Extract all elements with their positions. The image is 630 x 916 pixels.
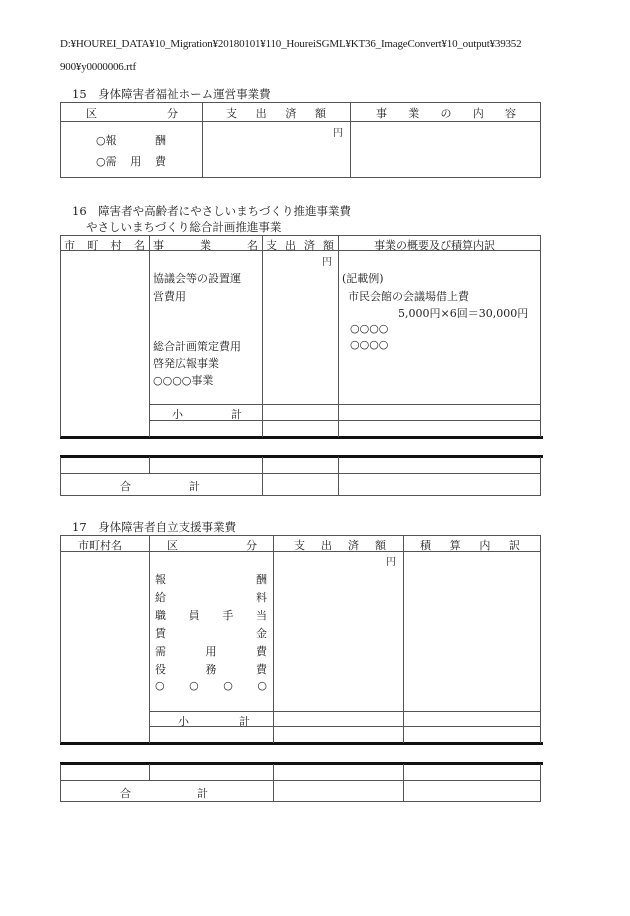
section-17-title: 17 身体障害者自立支援事業費 xyxy=(72,520,237,534)
file-path-line1: D:¥HOUREI_DATA¥10_Migration¥20180101¥110_HoureiSGML¥KT36_ImageConvert¥10_output¥39352 xyxy=(60,38,522,50)
header-municipality: 市 町 村 名 xyxy=(64,239,145,252)
example-line: ○○○○ xyxy=(350,322,389,335)
project-item: 啓発広報事業 xyxy=(153,357,219,370)
section-16-subtitle: やさしいまちづくり総合計画推進事業 xyxy=(86,220,282,234)
item-row: ○ ○ ○ ○ xyxy=(155,679,267,692)
header-project: 事 業 名 xyxy=(153,239,258,252)
item-row: 職 員 手 当 xyxy=(155,609,267,622)
example-line: ○○○○ xyxy=(350,338,389,351)
item-row: 賃 金 xyxy=(155,627,267,640)
project-item: 営費用 xyxy=(153,290,186,303)
header-calculation: 積 算 内 訳 xyxy=(420,539,520,552)
item-row: 役 務 費 xyxy=(155,663,267,676)
item-row: 給 料 xyxy=(155,591,267,604)
example-calc: 5,000円×6回＝30,000円 xyxy=(398,307,529,320)
header-category: 区 分 xyxy=(86,107,178,120)
item-row: 報 酬 xyxy=(155,573,267,586)
header-municipality: 市町村名 xyxy=(78,539,122,552)
header-expenditure: 支 出 済 額 xyxy=(226,107,326,120)
total-label: 合 計 xyxy=(120,787,208,800)
item-row: 需 用 費 xyxy=(155,645,267,658)
example-label: (記載例) xyxy=(342,272,384,285)
header-content: 事 業 の 内 容 xyxy=(376,107,516,120)
header-expenditure: 支 出 済 額 xyxy=(294,539,386,552)
project-item: 協議会等の設置運 xyxy=(153,272,241,285)
header-summary: 事業の概要及び積算内訳 xyxy=(374,239,495,252)
subtotal-label: 小 計 xyxy=(172,408,242,421)
total-label: 合 計 xyxy=(120,480,200,493)
subtotal-label: 小 計 xyxy=(178,715,250,728)
example-line: 市民会館の会議場借上費 xyxy=(348,290,469,303)
header-category: 区 分 xyxy=(167,539,257,552)
project-item: 総合計画策定費用 xyxy=(153,340,241,353)
yen-unit: 円 xyxy=(333,128,343,139)
project-item: ○○○○事業 xyxy=(153,374,214,387)
header-expenditure: 支 出 済 額 xyxy=(266,239,334,252)
yen-unit: 円 xyxy=(322,257,332,268)
file-path-line2: 900¥y0000006.rtf xyxy=(60,61,136,73)
section-15-title: 15 身体障害者福祉ホーム運営事業費 xyxy=(72,87,271,101)
section-16-title: 16 障害者や高齢者にやさしいまちづくり推進事業費 xyxy=(72,204,352,218)
item-supplies: ○需 用 費 xyxy=(96,155,166,168)
item-remuneration: ○報 酬 xyxy=(96,134,166,147)
yen-unit: 円 xyxy=(386,557,396,568)
